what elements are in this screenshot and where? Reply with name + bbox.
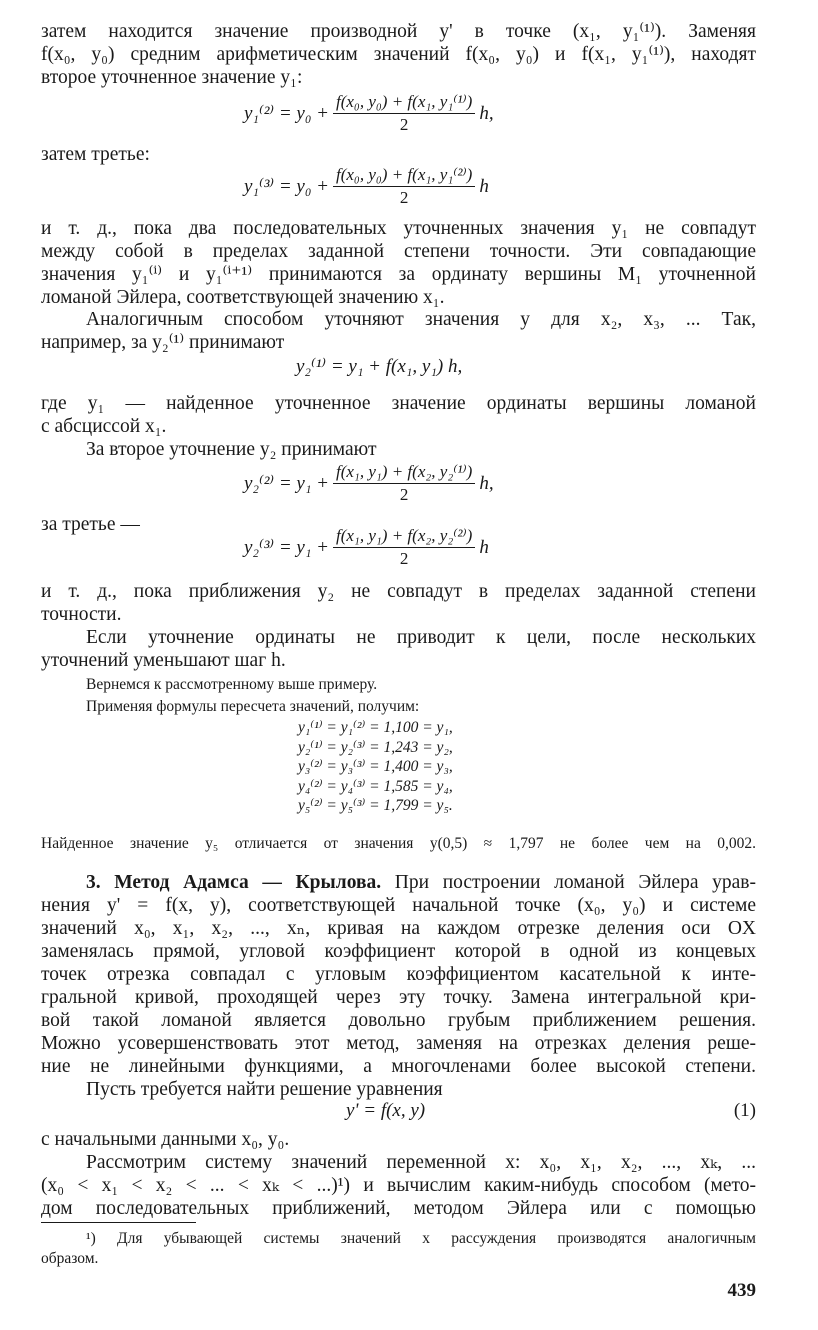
text-line: второе уточненное значение y₁: [41, 67, 303, 88]
text-line: где y₁ — найденное уточненное значение ординаты вершины ломаной [41, 393, 756, 414]
text-line: Пусть требуется найти решение уравнения [86, 1079, 443, 1100]
text-line: точек отрезка совпадал с угловым коэффициентом касательной к инте- [41, 964, 756, 985]
text-line: например, за y₂⁽¹⁾ принимают [41, 332, 285, 353]
results-row: y₃⁽²⁾ = y₃⁽³⁾ = 1,400 = y₃, [298, 758, 453, 775]
formula-lhs: y₂⁽³⁾ = y₁ + [244, 537, 329, 558]
fraction-denominator: 2 [399, 115, 409, 134]
fraction-denominator: 2 [399, 485, 409, 504]
results-row: y₂⁽¹⁾ = y₂⁽³⁾ = 1,243 = y₂, [298, 738, 453, 756]
formula-lhs: y₁⁽²⁾ = y₀ + [244, 103, 329, 124]
section-heading: 3. Метод Адамса — Крылова. [86, 872, 382, 893]
text-line: Найденное значение y₅ отличается от значения y(0,5) ≈ 1,797 не более чем на 0,002. [41, 835, 756, 852]
fraction [333, 92, 475, 135]
formula-y2-third [244, 526, 489, 569]
formula-rhs: h [479, 536, 489, 558]
text-line: между собой в пределах заданной степени точности. Эти совпадающие [41, 241, 756, 262]
text-line: значения y₁⁽ⁱ⁾ и y₁⁽ⁱ⁺¹⁾ принимаются за ординату вершины M₁ уточненной [41, 264, 756, 285]
text-line: с начальными данными x₀, y₀. [41, 1129, 290, 1150]
text-line: ние не линейными функциями, а многочленами более высокой степени. [41, 1056, 756, 1077]
fraction [333, 526, 475, 569]
text-line: точности. [41, 604, 122, 625]
results-row: y₄⁽²⁾ = y₄⁽³⁾ = 1,585 = y₄, [298, 777, 453, 795]
text-line: гральной кривой, проходящей через эту точку. Замена интегральной кри- [41, 987, 756, 1008]
footnote-line: ¹) Для убывающей системы значений x рассуждения производятся аналогичным [86, 1230, 756, 1247]
formula-rhs: h [479, 175, 489, 197]
text-line: Если уточнение ординаты не приводит к цели, после нескольких [86, 627, 756, 648]
text-line: Аналогичным способом уточняют значения y для x₂, x₃, ... Так, [86, 309, 756, 330]
formula-lhs: y₁⁽³⁾ = y₀ + [244, 176, 329, 197]
text-line: Можно усовершенствовать этот метод, заменяя на отрезках деления реше- [41, 1033, 756, 1054]
section-3-first-line [86, 871, 756, 894]
text-line: дом последовательных приближений, методом Эйлера или с помощью [41, 1198, 756, 1219]
equation-1: y' = f(x, y) [346, 1100, 426, 1121]
text-span: При построении ломаной Эйлера урав- [394, 872, 757, 893]
text-line: затем третье: [41, 144, 150, 165]
results-row: y₁⁽¹⁾ = y₁⁽²⁾ = 1,100 = y₁, [298, 719, 453, 736]
text-line: Рассмотрим систему значений переменной x: x₀, x₁, x₂, ..., xₖ, ... [86, 1152, 756, 1173]
text-line: значений x₀, x₁, x₂, ..., xₙ, кривая на каждом отрезке деления оси OX [41, 918, 756, 939]
fraction-numerator: f(x₀, y₀) + f(x₁, y₁⁽²⁾) [333, 165, 475, 187]
formula-y2-first: y₂⁽¹⁾ = y₁ + f(x₁, y₁) h, [296, 356, 463, 377]
text-line: и т. д., пока два последовательных уточненных значения y₁ не совпадут [41, 218, 756, 239]
fraction-numerator: f(x₁, y₁) + f(x₂, y₂⁽¹⁾) [333, 462, 475, 484]
formula-y1-third [244, 165, 489, 208]
text-line: вой такой ломаной является довольно грубым приближением решения. [41, 1010, 756, 1031]
page-number: 439 [727, 1280, 756, 1301]
equation-number: (1) [733, 1100, 756, 1121]
text-line: за третье — [41, 514, 140, 535]
formula-rhs: h, [479, 472, 494, 494]
text-line: с абсциссой x₁. [41, 416, 167, 437]
footnote-rule [41, 1222, 196, 1223]
text-line: Применяя формулы пересчета значений, получим: [86, 698, 420, 715]
text-line: уточнений уменьшают шаг h. [41, 650, 286, 671]
text-line: Вернемся к рассмотренному выше примеру. [86, 676, 378, 693]
results-table [298, 718, 453, 816]
text-line: f(x₀, y₀) средним арифметическим значений f(x₀, y₀) и f(x₁, y₁⁽¹⁾), находят [41, 44, 756, 65]
fraction [333, 462, 475, 505]
text-line: и т. д., пока приближения y₂ не совпадут в пределах заданной степени [41, 581, 756, 602]
text-line: (x₀ < x₁ < x₂ < ... < xₖ < ...)¹) и вычислим каким-нибудь способом (мето- [41, 1175, 756, 1196]
formula-y2-second [244, 462, 494, 505]
text-line: затем находится значение производной y' в точке (x₁, y₁⁽¹⁾). Заменяя [41, 21, 756, 42]
formula-lhs: y₂⁽²⁾ = y₁ + [244, 473, 329, 494]
text-line: ломаной Эйлера, соответствующей значению x₁. [41, 287, 445, 308]
results-row: y₅⁽²⁾ = y₅⁽³⁾ = 1,799 = y₅. [298, 797, 453, 814]
formula-y1-second [244, 92, 494, 135]
fraction-denominator: 2 [399, 188, 409, 207]
fraction-numerator: f(x₀, y₀) + f(x₁, y₁⁽¹⁾) [333, 92, 475, 114]
fraction-numerator: f(x₁, y₁) + f(x₂, y₂⁽²⁾) [333, 526, 475, 548]
fraction-denominator: 2 [399, 549, 409, 568]
text-line: заменялась прямой, угловой коэффициент которой в одной из концевых [41, 941, 756, 962]
text-line: нения y' = f(x, y), соответствующей начальной точке (x₀, y₀) и системе [41, 895, 756, 916]
formula-rhs: h, [479, 102, 494, 124]
fraction [333, 165, 475, 208]
footnote-line: образом. [41, 1250, 99, 1267]
text-line: За второе уточнение y₂ принимают [86, 439, 377, 460]
